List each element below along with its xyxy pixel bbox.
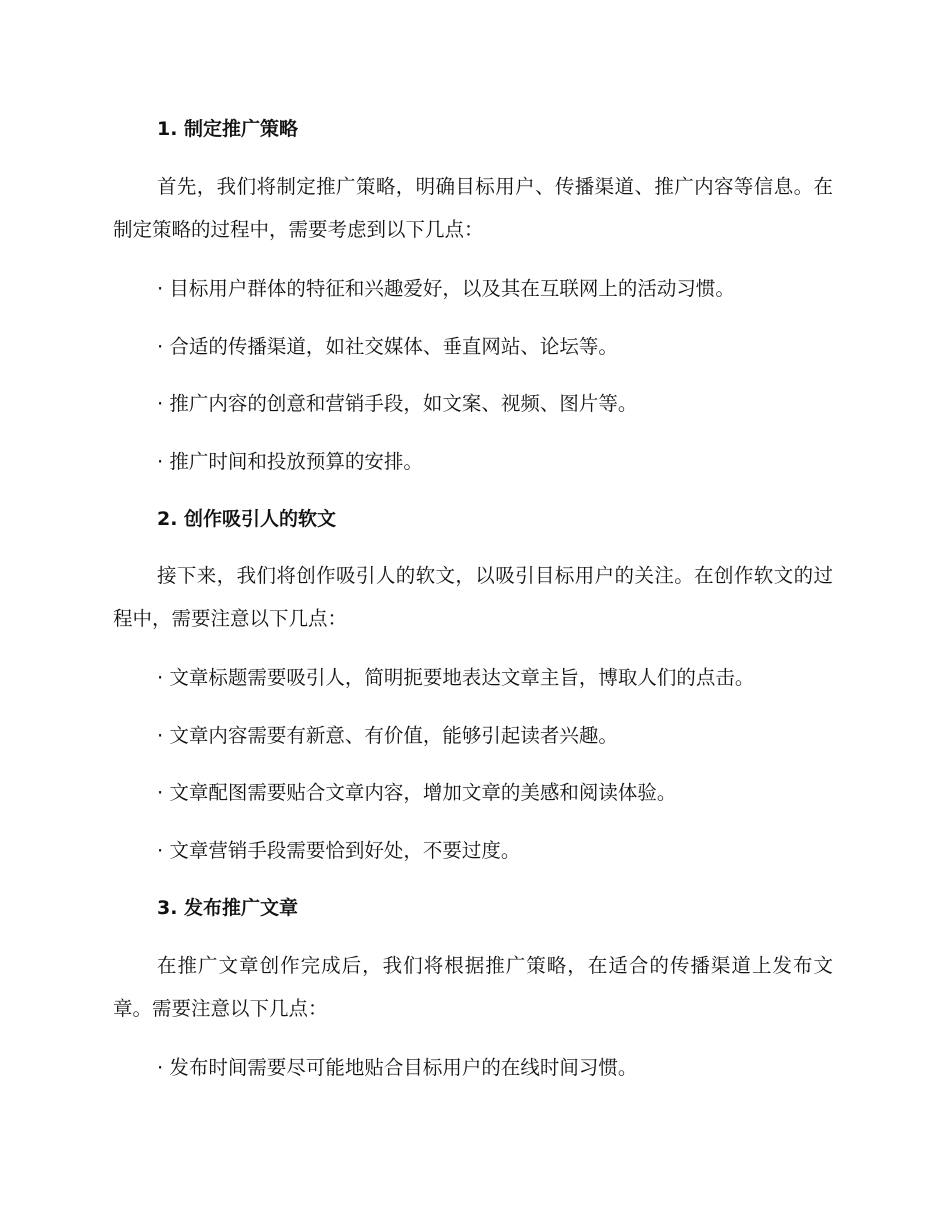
bullet-item: · 文章内容需要有新意、有价值，能够引起读者兴趣。 [157,724,618,747]
section-paragraph: 接下来，我们将创作吸引人的软文，以吸引目标用户的关注。在创作软文的过程中，需要注意以下几点： [113,564,833,630]
section-heading: 2. 创作吸引人的软文 [157,508,337,530]
section-heading: 3. 发布推广文章 [157,897,299,919]
bullet-item: · 推广时间和投放预算的安排。 [157,450,423,473]
bullet-item: · 目标用户群体的特征和兴趣爱好，以及其在互联网上的活动习惯。 [157,277,735,300]
bullet-item: · 文章标题需要吸引人，简明扼要地表达文章主旨，博取人们的点击。 [157,666,755,689]
bullet-item: · 发布时间需要尽可能地贴合目标用户的在线时间习惯。 [157,1056,638,1079]
bullet-item: · 文章营销手段需要恰到好处，不要过度。 [157,839,521,862]
section-heading: 1. 制定推广策略 [157,118,299,140]
bullet-item: · 合适的传播渠道，如社交媒体、垂直网站、论坛等。 [157,335,618,358]
bullet-item: · 文章配图需要贴合文章内容，增加文章的美感和阅读体验。 [157,781,677,804]
bullet-item: · 推广内容的创意和营销手段，如文案、视频、图片等。 [157,392,638,415]
section-paragraph: 首先，我们将制定推广策略，明确目标用户、传播渠道、推广内容等信息。在制定策略的过程中，需要考虑到以下几点： [113,175,833,241]
section-paragraph: 在推广文章创作完成后，我们将根据推广策略，在适合的传播渠道上发布文章。需要注意以下几点： [113,954,833,1020]
